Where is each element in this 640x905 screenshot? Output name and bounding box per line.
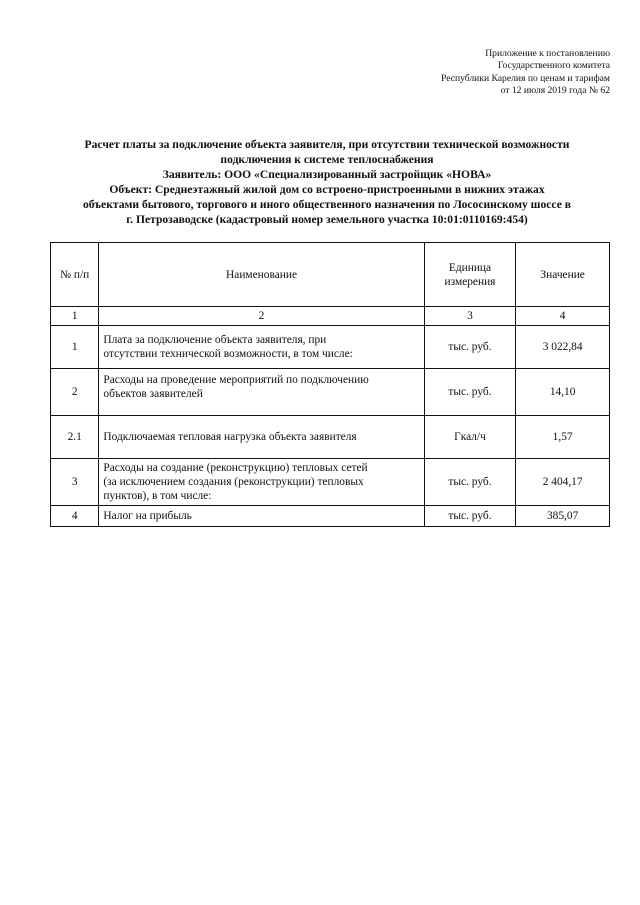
row-unit: тыс. руб. — [424, 506, 516, 527]
row-num: 3 — [51, 459, 99, 506]
appendix-note — [441, 48, 610, 98]
column-index: 2 — [99, 307, 424, 326]
title-line: подключения к системе теплоснабжения — [220, 153, 434, 166]
row-unit: тыс. руб. — [424, 326, 516, 369]
row-name-line: отсутствии технической возможности, в том числе: — [103, 348, 353, 360]
column-index: 4 — [516, 307, 610, 326]
row-unit: тыс. руб. — [424, 369, 516, 416]
row-name-line: Расходы на проведение мероприятий по подключению — [103, 374, 369, 386]
header-name: Наименование — [99, 243, 424, 307]
row-name-line: Плата за подключение объекта заявителя, при — [103, 334, 327, 346]
row-num: 2.1 — [51, 416, 99, 459]
column-index: 3 — [424, 307, 516, 326]
row-num: 1 — [51, 326, 99, 369]
header-unit-line: Единица — [448, 261, 492, 274]
row-name-line: Налог на прибыль — [103, 510, 192, 522]
header-value: Значение — [516, 243, 610, 307]
object-line: Объект: Среднеэтажный жилой дом со встроено-пристроенными в нижних этажах — [109, 183, 545, 196]
table-header-row — [51, 243, 610, 307]
row-name — [99, 416, 424, 459]
table-row — [51, 416, 610, 459]
row-num: 4 — [51, 506, 99, 527]
column-index: 1 — [51, 307, 99, 326]
calculation-table — [50, 242, 610, 527]
title-line: Расчет платы за подключение объекта заявителя, при отсутствии технической возможности — [84, 138, 570, 151]
row-num: 2 — [51, 369, 99, 416]
applicant-line: Заявитель: ООО «Специализированный застройщик «НОВА» — [162, 168, 492, 181]
column-index-row — [51, 307, 610, 326]
object-line: г. Петрозаводске (кадастровый номер земельного участка 10:01:0110169:454) — [126, 213, 528, 226]
row-unit: Гкал/ч — [424, 416, 516, 459]
table-row — [51, 326, 610, 369]
header-unit-line: измерения — [444, 275, 496, 288]
header-num: № п/п — [51, 243, 99, 307]
row-name-line: Подключаемая тепловая нагрузка объекта заявителя — [103, 431, 357, 443]
row-unit: тыс. руб. — [424, 459, 516, 506]
table-row — [51, 506, 610, 527]
row-name-line: Расходы на создание (реконструкцию) тепловых сетей — [103, 462, 368, 474]
row-name-line: (за исключением создания (реконструкции) тепловых — [103, 476, 364, 488]
appendix-line: Государственного комитета — [497, 60, 610, 72]
row-value: 2 404,17 — [516, 459, 610, 506]
row-name — [99, 506, 424, 527]
appendix-line: Приложение к постановлению — [485, 48, 610, 59]
row-value: 14,10 — [516, 369, 610, 416]
header-unit — [424, 243, 516, 307]
document-title — [40, 137, 614, 227]
appendix-line: от 12 июля 2019 года № 62 — [500, 85, 610, 97]
object-line: объектами бытового, торгового и иного общественного назначения по Лососинскому шоссе в — [82, 198, 572, 211]
row-value: 385,07 — [516, 506, 610, 527]
row-value: 3 022,84 — [516, 326, 610, 369]
row-value: 1,57 — [516, 416, 610, 459]
appendix-line: Республики Карелия по ценам и тарифам — [440, 72, 610, 84]
row-name — [99, 369, 424, 416]
row-name — [99, 459, 424, 506]
row-name-line: пунктов), в том числе: — [103, 490, 212, 502]
row-name-line: объектов заявителей — [103, 388, 203, 400]
table-row — [51, 459, 610, 506]
table-row — [51, 369, 610, 416]
row-name — [99, 326, 424, 369]
